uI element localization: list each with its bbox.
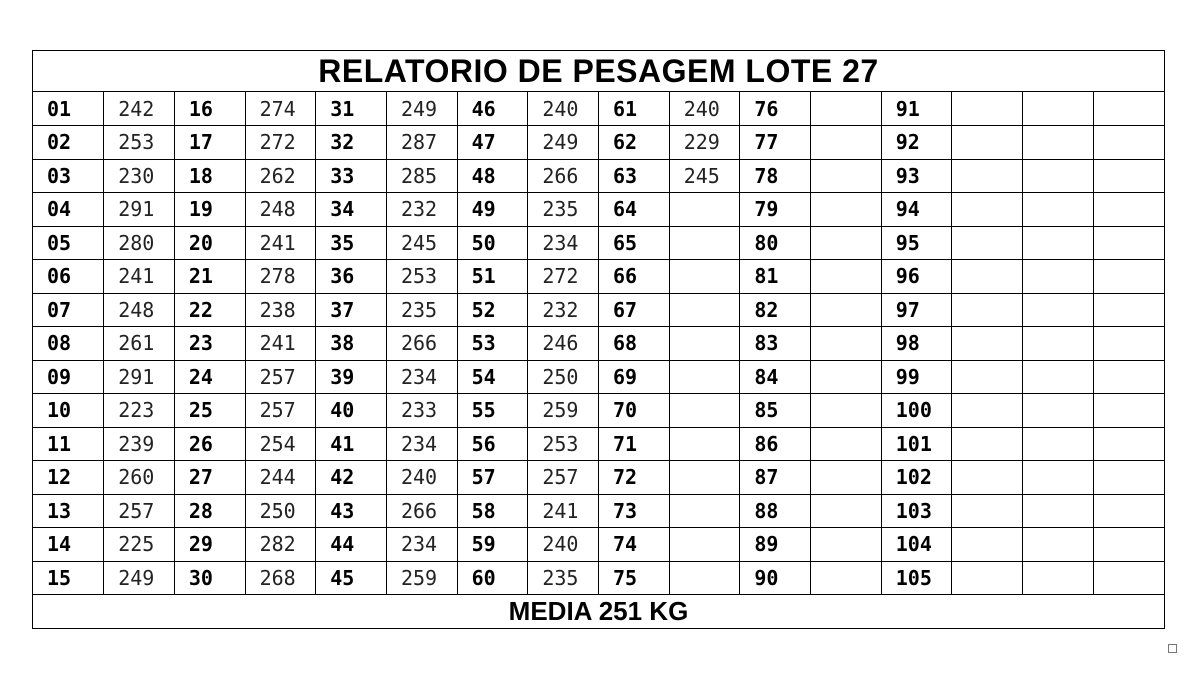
- animal-number: 28: [174, 494, 245, 528]
- animal-number: 99: [881, 360, 952, 394]
- animal-number: 74: [599, 528, 670, 562]
- animal-weight: [1093, 561, 1164, 595]
- animal-number: 89: [740, 528, 811, 562]
- animal-weight: 249: [104, 561, 175, 595]
- animal-weight: [1093, 528, 1164, 562]
- animal-weight: 259: [386, 561, 457, 595]
- animal-weight: 250: [245, 494, 316, 528]
- animal-number: 37: [316, 293, 387, 327]
- animal-number: 83: [740, 327, 811, 361]
- animal-number: [1023, 126, 1094, 160]
- animal-number: 06: [33, 260, 104, 294]
- animal-weight: [1093, 394, 1164, 428]
- animal-number: 69: [599, 360, 670, 394]
- animal-number: 98: [881, 327, 952, 361]
- animal-weight: [811, 360, 882, 394]
- animal-number: 95: [881, 226, 952, 260]
- animal-number: 32: [316, 126, 387, 160]
- animal-weight: [669, 293, 740, 327]
- animal-weight: 253: [528, 427, 599, 461]
- animal-weight: [811, 494, 882, 528]
- report-title: RELATORIO DE PESAGEM LOTE 27: [33, 51, 1164, 92]
- animal-weight: [669, 327, 740, 361]
- animal-number: 15: [33, 561, 104, 595]
- animal-number: 34: [316, 193, 387, 227]
- animal-weight: 272: [528, 260, 599, 294]
- animal-weight: [811, 159, 882, 193]
- animal-number: 90: [740, 561, 811, 595]
- animal-number: 92: [881, 126, 952, 160]
- animal-number: 46: [457, 92, 528, 126]
- animal-number: 68: [599, 327, 670, 361]
- animal-weight: [952, 293, 1023, 327]
- animal-number: 07: [33, 293, 104, 327]
- animal-number: 36: [316, 260, 387, 294]
- table-row: [33, 394, 1164, 428]
- animal-number: 100: [881, 394, 952, 428]
- animal-number: [1023, 427, 1094, 461]
- table-row: [33, 159, 1164, 193]
- animal-number: 04: [33, 193, 104, 227]
- animal-weight: [669, 394, 740, 428]
- animal-weight: 240: [528, 528, 599, 562]
- animal-weight: [952, 193, 1023, 227]
- animal-number: 54: [457, 360, 528, 394]
- animal-number: 60: [457, 561, 528, 595]
- animal-number: [1023, 193, 1094, 227]
- animal-number: 30: [174, 561, 245, 595]
- animal-weight: 235: [528, 193, 599, 227]
- animal-weight: [811, 193, 882, 227]
- animal-weight: [1093, 159, 1164, 193]
- animal-number: 44: [316, 528, 387, 562]
- animal-weight: [811, 92, 882, 126]
- animal-number: 64: [599, 193, 670, 227]
- animal-weight: [952, 260, 1023, 294]
- animal-number: 105: [881, 561, 952, 595]
- animal-weight: 230: [104, 159, 175, 193]
- animal-weight: 238: [245, 293, 316, 327]
- animal-number: [1023, 561, 1094, 595]
- average-weight: MEDIA 251 KG: [508, 596, 689, 626]
- animal-weight: 241: [245, 327, 316, 361]
- animal-number: 67: [599, 293, 670, 327]
- animal-number: 02: [33, 126, 104, 160]
- animal-number: 31: [316, 92, 387, 126]
- animal-number: [1023, 528, 1094, 562]
- animal-weight: [952, 92, 1023, 126]
- animal-number: 42: [316, 461, 387, 495]
- table-row: [33, 126, 1164, 160]
- animal-weight: 248: [245, 193, 316, 227]
- animal-number: 104: [881, 528, 952, 562]
- animal-weight: 250: [528, 360, 599, 394]
- animal-number: 53: [457, 327, 528, 361]
- animal-weight: 234: [386, 360, 457, 394]
- animal-number: 55: [457, 394, 528, 428]
- animal-number: 93: [881, 159, 952, 193]
- animal-weight: 253: [386, 260, 457, 294]
- animal-weight: 245: [669, 159, 740, 193]
- weights-table: [33, 92, 1164, 595]
- animal-weight: [1093, 193, 1164, 227]
- animal-weight: [811, 528, 882, 562]
- animal-number: 11: [33, 427, 104, 461]
- animal-weight: 249: [528, 126, 599, 160]
- animal-number: 52: [457, 293, 528, 327]
- animal-weight: 240: [669, 92, 740, 126]
- animal-number: 78: [740, 159, 811, 193]
- animal-number: 49: [457, 193, 528, 227]
- animal-weight: [952, 528, 1023, 562]
- animal-number: 91: [881, 92, 952, 126]
- animal-weight: 262: [245, 159, 316, 193]
- animal-number: 23: [174, 327, 245, 361]
- animal-weight: [1093, 461, 1164, 495]
- animal-number: 20: [174, 226, 245, 260]
- animal-number: 41: [316, 427, 387, 461]
- animal-number: 87: [740, 461, 811, 495]
- animal-number: 59: [457, 528, 528, 562]
- animal-number: 62: [599, 126, 670, 160]
- animal-weight: 242: [104, 92, 175, 126]
- animal-weight: 233: [386, 394, 457, 428]
- animal-number: 19: [174, 193, 245, 227]
- animal-weight: [952, 226, 1023, 260]
- animal-number: 102: [881, 461, 952, 495]
- animal-weight: 257: [245, 394, 316, 428]
- animal-number: 76: [740, 92, 811, 126]
- table-row: [33, 427, 1164, 461]
- table-row: [33, 494, 1164, 528]
- animal-weight: 234: [386, 528, 457, 562]
- animal-weight: [669, 427, 740, 461]
- animal-number: 29: [174, 528, 245, 562]
- animal-number: 10: [33, 394, 104, 428]
- animal-number: [1023, 394, 1094, 428]
- animal-weight: [952, 360, 1023, 394]
- table-row: [33, 226, 1164, 260]
- animal-number: 05: [33, 226, 104, 260]
- animal-number: 14: [33, 528, 104, 562]
- animal-weight: [952, 461, 1023, 495]
- animal-number: 73: [599, 494, 670, 528]
- animal-number: 96: [881, 260, 952, 294]
- animal-weight: 254: [245, 427, 316, 461]
- animal-weight: [952, 126, 1023, 160]
- table-row: [33, 293, 1164, 327]
- animal-weight: [669, 494, 740, 528]
- animal-weight: [811, 126, 882, 160]
- animal-number: 48: [457, 159, 528, 193]
- animal-number: [1023, 360, 1094, 394]
- animal-number: 85: [740, 394, 811, 428]
- weights-table-body: [33, 92, 1164, 595]
- animal-number: 61: [599, 92, 670, 126]
- animal-number: 71: [599, 427, 670, 461]
- animal-number: 12: [33, 461, 104, 495]
- resize-handle[interactable]: [1168, 644, 1177, 653]
- animal-weight: [952, 427, 1023, 461]
- animal-weight: 229: [669, 126, 740, 160]
- animal-weight: [669, 360, 740, 394]
- animal-weight: [811, 561, 882, 595]
- animal-weight: [811, 226, 882, 260]
- animal-weight: 223: [104, 394, 175, 428]
- table-row: [33, 360, 1164, 394]
- animal-number: 35: [316, 226, 387, 260]
- animal-weight: [1093, 494, 1164, 528]
- animal-number: 09: [33, 360, 104, 394]
- animal-number: [1023, 494, 1094, 528]
- animal-weight: 241: [104, 260, 175, 294]
- animal-number: 86: [740, 427, 811, 461]
- animal-number: 88: [740, 494, 811, 528]
- animal-weight: 274: [245, 92, 316, 126]
- animal-weight: 244: [245, 461, 316, 495]
- animal-weight: 245: [386, 226, 457, 260]
- animal-weight: 234: [386, 427, 457, 461]
- animal-number: 80: [740, 226, 811, 260]
- animal-weight: 253: [104, 126, 175, 160]
- animal-weight: [952, 561, 1023, 595]
- animal-number: [1023, 159, 1094, 193]
- animal-number: [1023, 461, 1094, 495]
- animal-number: [1023, 226, 1094, 260]
- animal-weight: [669, 528, 740, 562]
- animal-weight: [1093, 260, 1164, 294]
- table-row: [33, 561, 1164, 595]
- animal-weight: [1093, 126, 1164, 160]
- table-row: [33, 193, 1164, 227]
- animal-weight: 239: [104, 427, 175, 461]
- animal-number: 56: [457, 427, 528, 461]
- animal-weight: [811, 427, 882, 461]
- animal-number: 16: [174, 92, 245, 126]
- animal-number: [1023, 260, 1094, 294]
- animal-number: [1023, 293, 1094, 327]
- animal-number: 33: [316, 159, 387, 193]
- animal-number: 50: [457, 226, 528, 260]
- animal-weight: 241: [528, 494, 599, 528]
- animal-number: 75: [599, 561, 670, 595]
- animal-weight: 257: [528, 461, 599, 495]
- animal-weight: 248: [104, 293, 175, 327]
- animal-weight: [811, 327, 882, 361]
- animal-number: 13: [33, 494, 104, 528]
- animal-weight: [669, 226, 740, 260]
- animal-number: 58: [457, 494, 528, 528]
- animal-weight: [811, 461, 882, 495]
- animal-weight: [952, 327, 1023, 361]
- animal-number: 47: [457, 126, 528, 160]
- animal-number: 21: [174, 260, 245, 294]
- animal-weight: [952, 159, 1023, 193]
- animal-weight: 259: [528, 394, 599, 428]
- animal-weight: 261: [104, 327, 175, 361]
- animal-weight: 280: [104, 226, 175, 260]
- animal-weight: 266: [528, 159, 599, 193]
- animal-weight: 266: [386, 494, 457, 528]
- animal-weight: 291: [104, 360, 175, 394]
- animal-weight: 234: [528, 226, 599, 260]
- animal-number: 25: [174, 394, 245, 428]
- animal-weight: 246: [528, 327, 599, 361]
- animal-weight: 257: [104, 494, 175, 528]
- animal-number: 97: [881, 293, 952, 327]
- animal-number: [1023, 92, 1094, 126]
- animal-number: 103: [881, 494, 952, 528]
- animal-weight: [669, 193, 740, 227]
- animal-weight: [669, 461, 740, 495]
- animal-number: 72: [599, 461, 670, 495]
- animal-number: 24: [174, 360, 245, 394]
- table-row: [33, 260, 1164, 294]
- animal-number: 26: [174, 427, 245, 461]
- animal-weight: 282: [245, 528, 316, 562]
- animal-number: 57: [457, 461, 528, 495]
- animal-weight: [1093, 327, 1164, 361]
- animal-weight: 285: [386, 159, 457, 193]
- animal-weight: 287: [386, 126, 457, 160]
- animal-weight: 232: [386, 193, 457, 227]
- animal-number: 18: [174, 159, 245, 193]
- animal-number: 01: [33, 92, 104, 126]
- animal-weight: [1093, 293, 1164, 327]
- table-row: [33, 327, 1164, 361]
- animal-number: 22: [174, 293, 245, 327]
- animal-weight: [811, 260, 882, 294]
- animal-weight: [669, 260, 740, 294]
- animal-number: 45: [316, 561, 387, 595]
- animal-weight: [952, 394, 1023, 428]
- animal-weight: 225: [104, 528, 175, 562]
- animal-weight: 266: [386, 327, 457, 361]
- animal-number: 65: [599, 226, 670, 260]
- animal-number: 38: [316, 327, 387, 361]
- animal-number: [1023, 327, 1094, 361]
- animal-weight: 257: [245, 360, 316, 394]
- animal-number: 84: [740, 360, 811, 394]
- animal-weight: [952, 494, 1023, 528]
- animal-number: 03: [33, 159, 104, 193]
- animal-number: 43: [316, 494, 387, 528]
- animal-weight: [811, 394, 882, 428]
- animal-weight: 268: [245, 561, 316, 595]
- animal-weight: [1093, 427, 1164, 461]
- animal-number: 81: [740, 260, 811, 294]
- animal-number: 27: [174, 461, 245, 495]
- table-row: [33, 461, 1164, 495]
- animal-number: 77: [740, 126, 811, 160]
- animal-weight: [1093, 226, 1164, 260]
- animal-weight: 232: [528, 293, 599, 327]
- animal-weight: 241: [245, 226, 316, 260]
- animal-weight: 260: [104, 461, 175, 495]
- animal-weight: 291: [104, 193, 175, 227]
- animal-number: 51: [457, 260, 528, 294]
- table-row: [33, 528, 1164, 562]
- animal-weight: 235: [386, 293, 457, 327]
- animal-number: 82: [740, 293, 811, 327]
- animal-number: 08: [33, 327, 104, 361]
- animal-number: 70: [599, 394, 670, 428]
- animal-weight: 272: [245, 126, 316, 160]
- animal-weight: [1093, 360, 1164, 394]
- animal-weight: 278: [245, 260, 316, 294]
- animal-number: 63: [599, 159, 670, 193]
- animal-weight: 240: [386, 461, 457, 495]
- animal-weight: [669, 561, 740, 595]
- animal-weight: [811, 293, 882, 327]
- weighing-report: [32, 50, 1165, 629]
- animal-number: 17: [174, 126, 245, 160]
- animal-number: 39: [316, 360, 387, 394]
- table-row: [33, 92, 1164, 126]
- animal-number: 79: [740, 193, 811, 227]
- animal-weight: 249: [386, 92, 457, 126]
- animal-weight: 235: [528, 561, 599, 595]
- animal-weight: [1093, 92, 1164, 126]
- animal-number: 94: [881, 193, 952, 227]
- animal-weight: 240: [528, 92, 599, 126]
- animal-number: 101: [881, 427, 952, 461]
- animal-number: 66: [599, 260, 670, 294]
- animal-number: 40: [316, 394, 387, 428]
